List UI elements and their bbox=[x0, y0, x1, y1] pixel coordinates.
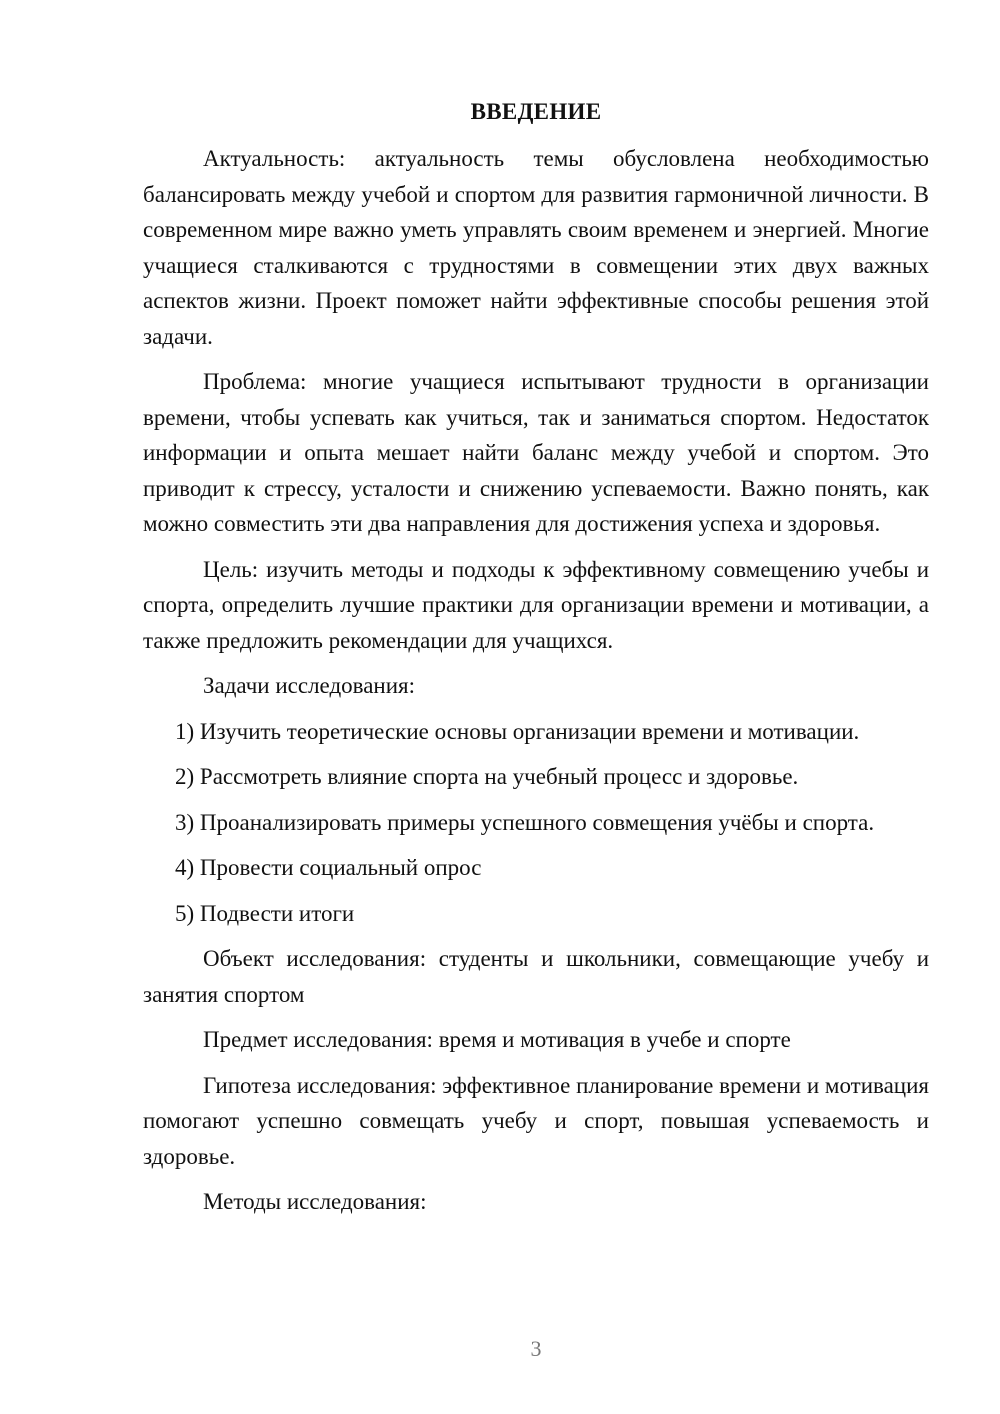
methods-heading: Методы исследования: bbox=[203, 1189, 427, 1214]
task-item-3: 3) Проанализировать примеры успешного совмещения учёбы и спорта. bbox=[175, 809, 875, 835]
goal-paragraph: Цель: изучить методы и подходы к эффективному совмещению учебы и спорта, определить лучшие практики для организации времени и мотивации, а также предложить рекомендации для учащихся. bbox=[143, 556, 929, 653]
relevance-paragraph: Актуальность: актуальность темы обусловлена необходимостью балансировать между учебой и спортом для развития гармоничной личности. В современном мире важно уметь управлять своим временем и энергией. Многие учащиеся сталкиваются с трудностями в совмещении этих двух важных аспектов жизни. Проект поможет найти эффективные способы решения этой задачи. bbox=[143, 146, 929, 349]
document-body bbox=[143, 141, 929, 1230]
section-title: ВВЕДЕНИЕ bbox=[470, 99, 602, 124]
task-item-1: 1) Изучить теоретические основы организации времени и мотивации. bbox=[175, 718, 860, 744]
task-item-2: 2) Рассмотреть влияние спорта на учебный процесс и здоровье. bbox=[175, 764, 799, 789]
page-number: 3 bbox=[530, 1336, 542, 1361]
hypothesis-paragraph: Гипотеза исследования: эффективное планирование времени и мотивация помогают успешно совмещать учебу и спорт, повышая успеваемость и здоровье. bbox=[143, 1072, 929, 1169]
object-paragraph: Объект исследования: студенты и школьники, совмещающие учебу и занятия спортом bbox=[143, 946, 929, 1007]
tasks-heading: Задачи исследования: bbox=[203, 673, 416, 698]
task-item-4: 4) Провести социальный опрос bbox=[175, 855, 482, 880]
problem-paragraph: Проблема: многие учащиеся испытывают трудности в организации времени, чтобы успевать как учиться, так и заниматься спортом. Недостаток информации и опыта мешает найти баланс между учебой и спортом. Это приводит к стрессу, усталости и снижению успеваемости. Важно понять, как можно совместить эти два направления для достижения успеха и здоровья. bbox=[143, 369, 929, 536]
task-item-5: 5) Подвести итоги bbox=[175, 900, 355, 926]
subject-paragraph: Предмет исследования: время и мотивация в учебе и спорте bbox=[203, 1027, 791, 1052]
